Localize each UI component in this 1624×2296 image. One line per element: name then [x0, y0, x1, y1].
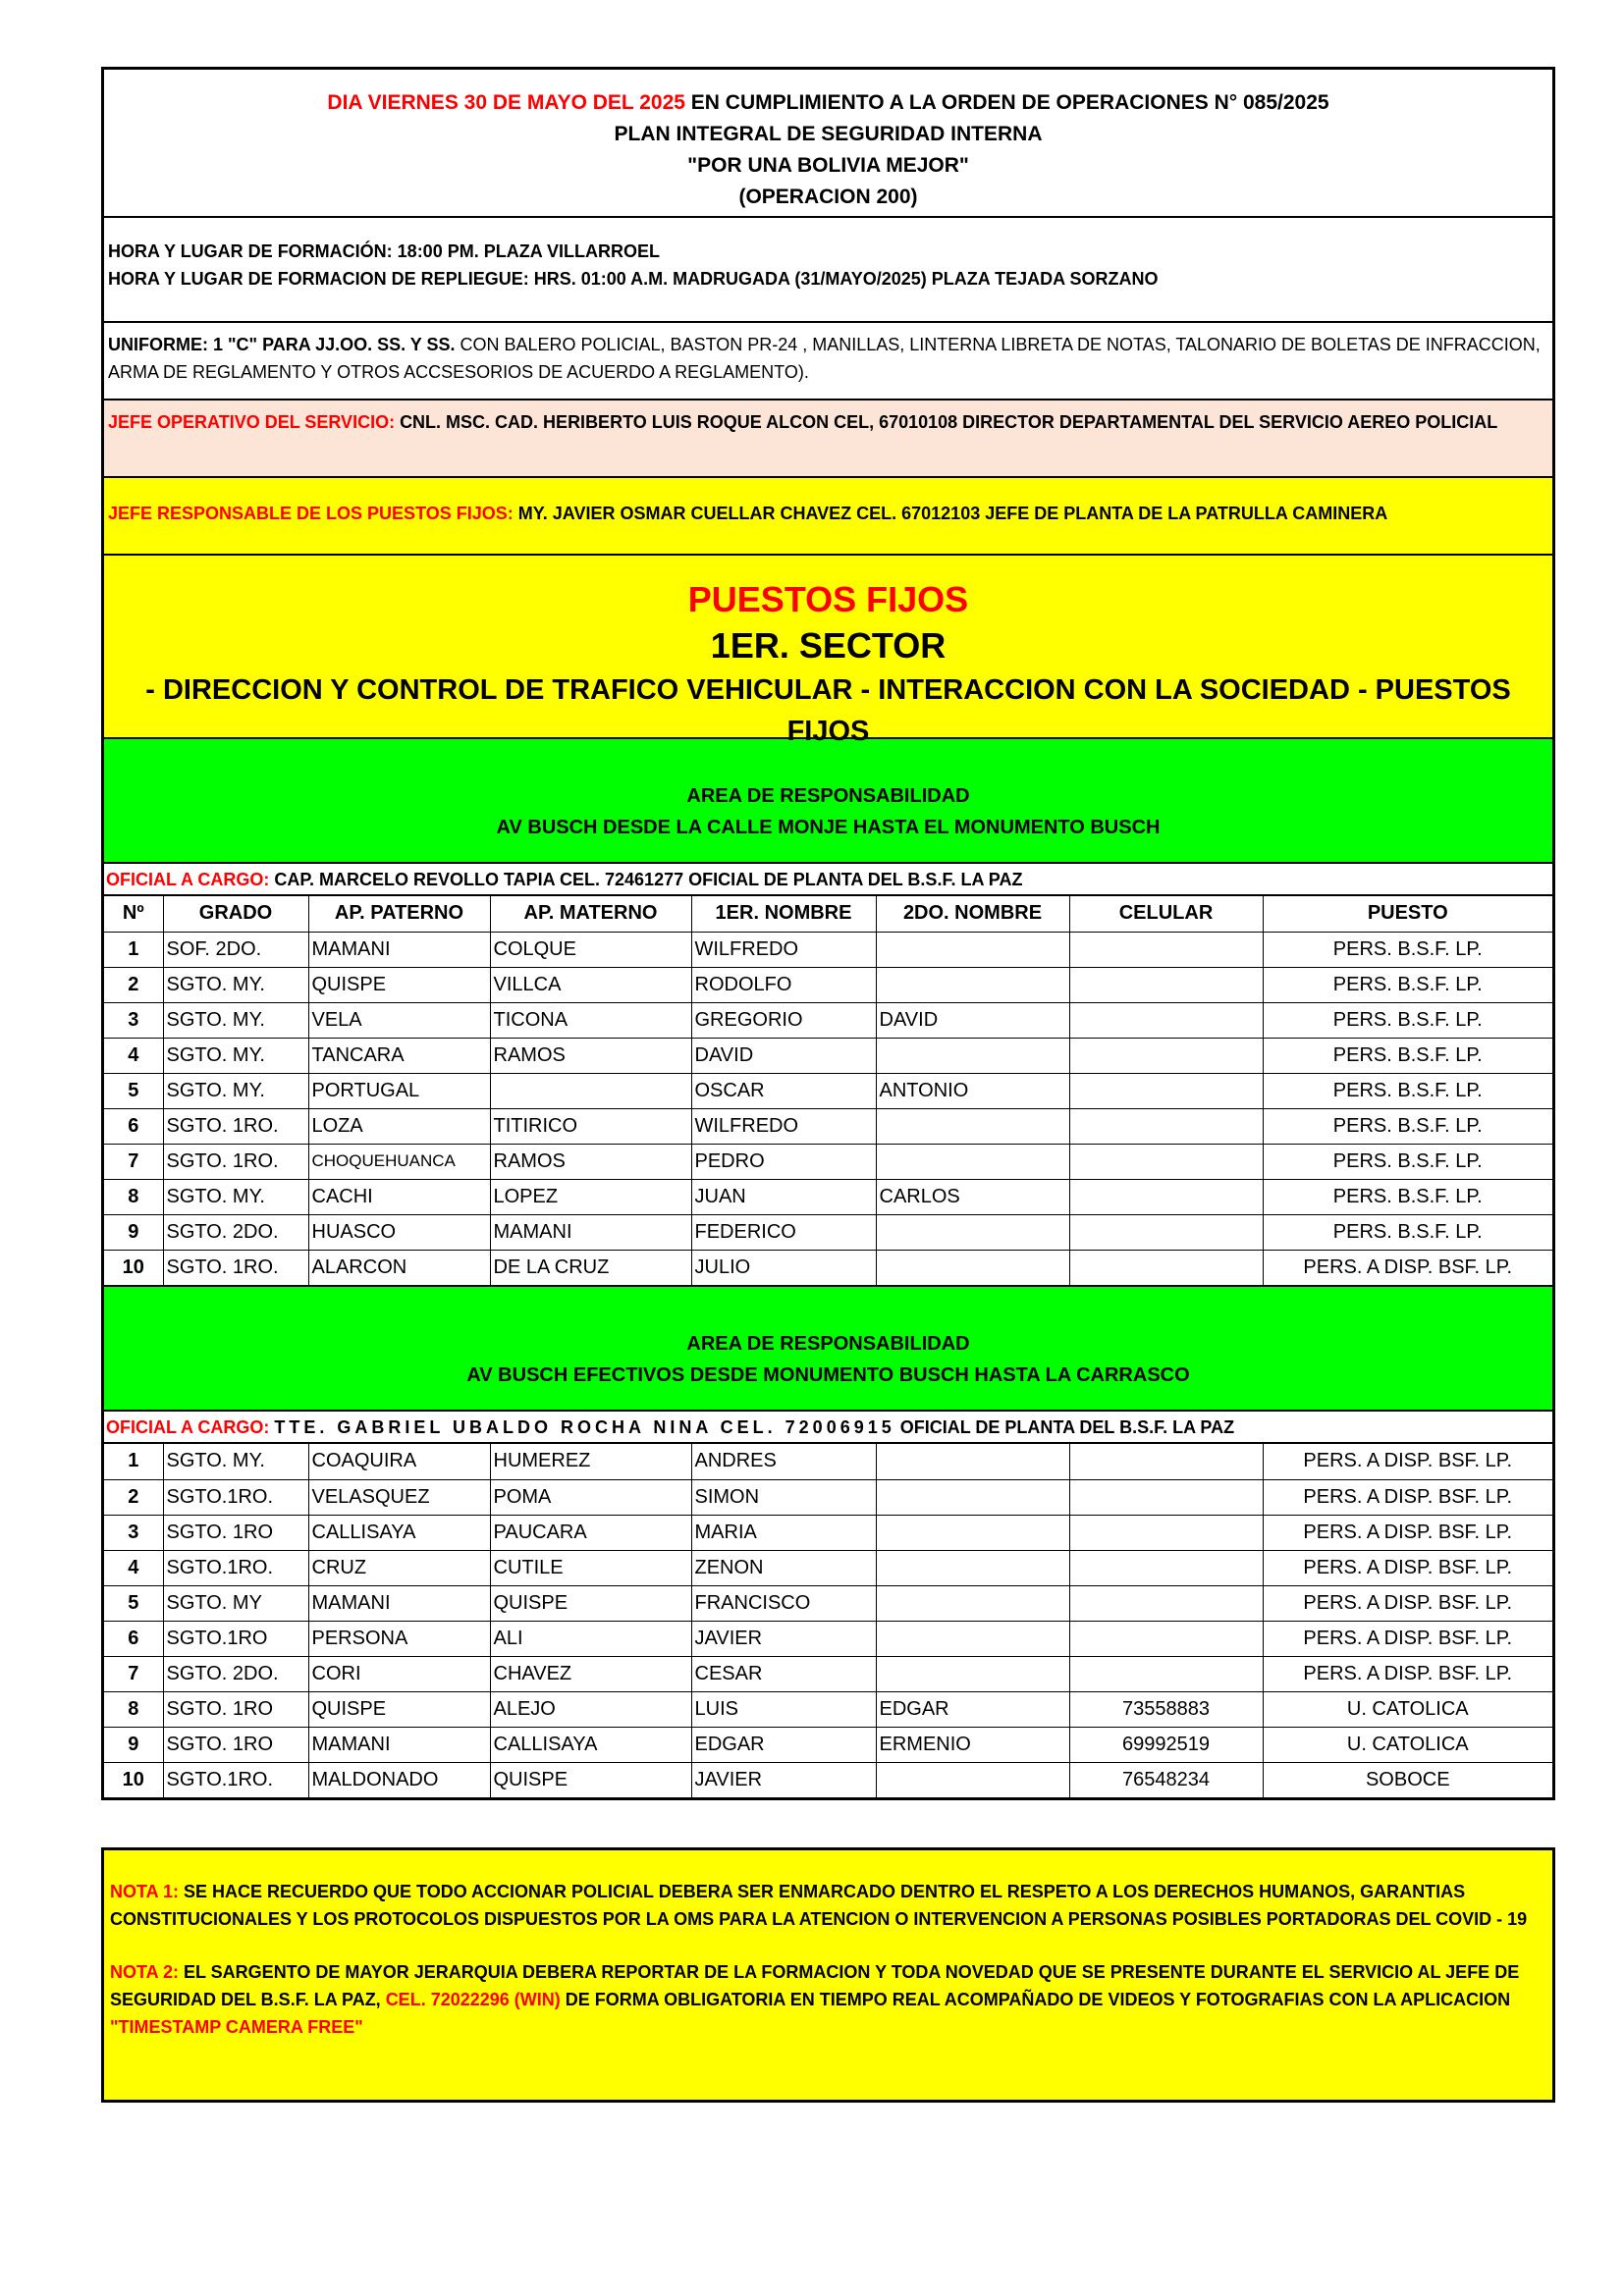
column-header: 1ER. NOMBRE — [691, 896, 876, 932]
table-cell: QUISPE — [308, 1691, 490, 1727]
area-2-desc: AV BUSCH EFECTIVOS DESDE MONUMENTO BUSCH HASTA LA CARRASCO — [466, 1364, 1190, 1386]
table-cell: SGTO. 1RO. — [163, 1250, 308, 1285]
note-1-text: SE HACE RECUERDO QUE TODO ACCIONAR POLICIAL DEBERA SER ENMARCADO DENTRO EL RESPETO A LOS DERECHOS HUMANOS, GARANTIAS CONSTITUCIONALES Y LOS PROTOCOLOS DISPUESTOS POR LA OMS PARA LA ATENCION O INTERVENCION A PERSONAS POSIBLES PORTADORAS DEL COVID - 19 — [110, 1882, 1528, 1929]
table-cell: DAVID — [691, 1038, 876, 1073]
uniform-label: UNIFORME: 1 "C" PARA JJ.OO. SS. Y SS. — [108, 335, 456, 354]
table-cell — [876, 932, 1069, 967]
table-row — [104, 1550, 1552, 1585]
table-cell — [876, 1444, 1069, 1479]
table-cell: 4 — [104, 1038, 163, 1073]
table-row — [104, 1515, 1552, 1550]
area-1-table-wrap — [104, 896, 1552, 1287]
table-cell: PERS. A DISP. BSF. LP. — [1263, 1515, 1552, 1550]
table-cell: SGTO.1RO. — [163, 1762, 308, 1797]
table-cell: SOBOCE — [1263, 1762, 1552, 1797]
table-cell: PERS. B.S.F. LP. — [1263, 1038, 1552, 1073]
table-cell: CUTILE — [490, 1550, 691, 1585]
table-cell: SGTO.1RO — [163, 1621, 308, 1656]
table-cell: CHAVEZ — [490, 1656, 691, 1691]
column-header: AP. MATERNO — [490, 896, 691, 932]
table-cell: FRANCISCO — [691, 1585, 876, 1621]
table-cell — [876, 1108, 1069, 1144]
table-row — [104, 1250, 1552, 1285]
table-cell: 9 — [104, 1214, 163, 1250]
table-cell: PERSONA — [308, 1621, 490, 1656]
table-cell: CHOQUEHUANCA — [308, 1144, 490, 1179]
table-cell: SGTO. 2DO. — [163, 1656, 308, 1691]
table-cell — [876, 967, 1069, 1002]
header-slogan: "POR UNA BOLIVIA MEJOR" — [687, 154, 969, 177]
table-cell — [876, 1144, 1069, 1179]
table-cell: ALEJO — [490, 1691, 691, 1727]
table-cell: 4 — [104, 1550, 163, 1585]
table-cell: 73558883 — [1069, 1691, 1263, 1727]
table-row — [104, 932, 1552, 967]
table-cell: COAQUIRA — [308, 1444, 490, 1479]
table-cell: FEDERICO — [691, 1214, 876, 1250]
table-cell: 7 — [104, 1656, 163, 1691]
table-cell: JAVIER — [691, 1621, 876, 1656]
posts-chief — [104, 478, 1552, 556]
area-2-title: AREA DE RESPONSABILIDAD — [686, 1333, 970, 1355]
table-cell: PERS. A DISP. BSF. LP. — [1263, 1250, 1552, 1285]
table-cell: OSCAR — [691, 1073, 876, 1108]
column-header: Nº — [104, 896, 163, 932]
table-cell: 3 — [104, 1002, 163, 1038]
table-row — [104, 1656, 1552, 1691]
table-cell: QUISPE — [490, 1585, 691, 1621]
table-cell: MAMANI — [490, 1214, 691, 1250]
table-cell: HUMEREZ — [490, 1444, 691, 1479]
table-cell: 7 — [104, 1144, 163, 1179]
table-row — [104, 1144, 1552, 1179]
table-cell: PERS. A DISP. BSF. LP. — [1263, 1479, 1552, 1515]
table-row — [104, 1691, 1552, 1727]
note-2-phone: CEL. 72022296 (WIN) — [385, 1990, 561, 2009]
table-row — [104, 1179, 1552, 1214]
table-cell: WILFREDO — [691, 932, 876, 967]
table-cell: PERS. A DISP. BSF. LP. — [1263, 1621, 1552, 1656]
table-cell: COLQUE — [490, 932, 691, 967]
note-2-text-b: DE FORMA OBLIGATORIA EN TIEMPO REAL ACOMPAÑADO DE VIDEOS Y FOTOGRAFIAS CON LA APLICACION — [560, 1990, 1511, 2009]
table-row — [104, 1002, 1552, 1038]
table-cell — [1069, 967, 1263, 1002]
table-cell: LOZA — [308, 1108, 490, 1144]
table-cell: 9 — [104, 1727, 163, 1762]
note-1 — [110, 1878, 1546, 1933]
table-cell — [876, 1214, 1069, 1250]
table-cell — [1069, 1515, 1263, 1550]
table-cell — [1069, 932, 1263, 967]
column-header: AP. PATERNO — [308, 896, 490, 932]
header-operation: (OPERACION 200) — [738, 186, 918, 208]
table-cell: EDGAR — [876, 1691, 1069, 1727]
table-cell — [876, 1585, 1069, 1621]
table-row — [104, 1108, 1552, 1144]
posts-chief-label: JEFE RESPONSABLE DE LOS PUESTOS FIJOS: — [108, 504, 514, 523]
area-2-officer — [104, 1412, 1552, 1444]
table-cell: 2 — [104, 967, 163, 1002]
area-1-header — [104, 739, 1552, 864]
table-cell: CARLOS — [876, 1179, 1069, 1214]
table-cell: 6 — [104, 1621, 163, 1656]
table-cell — [1069, 1656, 1263, 1691]
table-cell: TITIRICO — [490, 1108, 691, 1144]
table-cell — [876, 1762, 1069, 1797]
table-cell: SGTO. 1RO. — [163, 1108, 308, 1144]
table-cell: VELA — [308, 1002, 490, 1038]
table-cell: 3 — [104, 1515, 163, 1550]
document-header — [104, 70, 1552, 218]
table-cell: ALARCON — [308, 1250, 490, 1285]
table-cell: QUISPE — [308, 967, 490, 1002]
table-cell — [876, 1038, 1069, 1073]
table-cell: 76548234 — [1069, 1762, 1263, 1797]
formation-info — [104, 218, 1552, 323]
table-cell: 8 — [104, 1179, 163, 1214]
column-header: CELULAR — [1069, 896, 1263, 932]
table-cell: RAMOS — [490, 1038, 691, 1073]
table-cell: SGTO.1RO. — [163, 1479, 308, 1515]
table-cell — [1069, 1002, 1263, 1038]
table-cell: ALI — [490, 1621, 691, 1656]
table-cell: RAMOS — [490, 1144, 691, 1179]
table-cell: PERS. B.S.F. LP. — [1263, 1002, 1552, 1038]
document-frame — [101, 67, 1555, 1800]
note-2 — [110, 1958, 1546, 2041]
table-cell: CALLISAYA — [308, 1515, 490, 1550]
table-cell: ZENON — [691, 1550, 876, 1585]
table-cell — [876, 1479, 1069, 1515]
table-cell — [876, 1621, 1069, 1656]
table-cell: ANDRES — [691, 1444, 876, 1479]
table-cell: ANTONIO — [876, 1073, 1069, 1108]
table-cell: U. CATOLICA — [1263, 1727, 1552, 1762]
table-cell: PERS. B.S.F. LP. — [1263, 1108, 1552, 1144]
column-header: 2DO. NOMBRE — [876, 896, 1069, 932]
table-cell — [1069, 1585, 1263, 1621]
table-cell — [876, 1515, 1069, 1550]
table-cell: PERS. B.S.F. LP. — [1263, 1179, 1552, 1214]
table-cell: MARIA — [691, 1515, 876, 1550]
banner-subtitle: - DIRECCION Y CONTROL DE TRAFICO VEHICULAR - INTERACCION CON LA SOCIEDAD - PUESTOS FIJOS — [145, 674, 1511, 747]
table-cell: SGTO. MY — [163, 1585, 308, 1621]
table-cell: MAMANI — [308, 1727, 490, 1762]
table-cell: SGTO. MY. — [163, 1038, 308, 1073]
table-cell: PERS. B.S.F. LP. — [1263, 967, 1552, 1002]
header-order: EN CUMPLIMIENTO A LA ORDEN DE OPERACIONES N° 085/2025 — [684, 91, 1329, 114]
table-cell: SGTO. 1RO — [163, 1691, 308, 1727]
table-cell: 10 — [104, 1250, 163, 1285]
table-cell — [1069, 1144, 1263, 1179]
table-row — [104, 1621, 1552, 1656]
table-cell — [876, 1656, 1069, 1691]
table-cell: JULIO — [691, 1250, 876, 1285]
table-cell: 5 — [104, 1585, 163, 1621]
table-cell — [1069, 1479, 1263, 1515]
table-cell: SGTO. MY. — [163, 1073, 308, 1108]
table-cell: GREGORIO — [691, 1002, 876, 1038]
operational-chief-text: CNL. MSC. CAD. HERIBERTO LUIS ROQUE ALCON CEL, 67010108 DIRECTOR DEPARTAMENTAL DEL SERVICIO AEREO POLICIAL — [400, 412, 1498, 432]
area-1-title: AREA DE RESPONSABILIDAD — [686, 785, 970, 807]
formation-line: HORA Y LUGAR DE FORMACIÓN: 18:00 PM. PLAZA VILLARROEL — [108, 241, 661, 261]
table-cell: MAMANI — [308, 1585, 490, 1621]
note-2-label: NOTA 2: — [110, 1962, 184, 1982]
table-cell: JUAN — [691, 1179, 876, 1214]
table-cell: PERS. B.S.F. LP. — [1263, 1214, 1552, 1250]
area-1-officer — [104, 864, 1552, 896]
table-cell: VILLCA — [490, 967, 691, 1002]
table-cell: VELASQUEZ — [308, 1479, 490, 1515]
table-cell: SOF. 2DO. — [163, 932, 308, 967]
table-cell: DE LA CRUZ — [490, 1250, 691, 1285]
area-1-desc: AV BUSCH DESDE LA CALLE MONJE HASTA EL MONUMENTO BUSCH — [496, 817, 1161, 838]
table-row — [104, 1444, 1552, 1479]
table-cell: PERS. A DISP. BSF. LP. — [1263, 1656, 1552, 1691]
table-cell: SGTO. MY. — [163, 1002, 308, 1038]
table-cell: LUIS — [691, 1691, 876, 1727]
table-cell: 8 — [104, 1691, 163, 1727]
table-cell: RODOLFO — [691, 967, 876, 1002]
note-2-text-a: EL SARGENTO DE MAYOR JERARQUIA DEBERA REPORTAR DE LA FORMACION Y TODA NOVEDAD QUE SE PRESENTE DURANTE EL SERVICIO AL JEFE DE SEGURIDAD DEL B.S.F. LA PAZ, — [110, 1962, 1520, 2009]
table-cell: PERS. A DISP. BSF. LP. — [1263, 1444, 1552, 1479]
table-row — [104, 1073, 1552, 1108]
table-cell: 5 — [104, 1073, 163, 1108]
posts-chief-text: MY. JAVIER OSMAR CUELLAR CHAVEZ CEL. 67012103 JEFE DE PLANTA DE LA PATRULLA CAMINERA — [513, 504, 1388, 523]
table-row — [104, 1479, 1552, 1515]
table-cell — [490, 1073, 691, 1108]
table-cell — [876, 1250, 1069, 1285]
area-2-table — [104, 1444, 1552, 1797]
note-1-label: NOTA 1: — [110, 1882, 184, 1901]
table-cell — [1069, 1550, 1263, 1585]
table-cell: LOPEZ — [490, 1179, 691, 1214]
note-2-app: "TIMESTAMP CAMERA FREE" — [110, 2017, 363, 2037]
table-header-row — [104, 896, 1552, 932]
table-cell — [1069, 1179, 1263, 1214]
table-cell: CACHI — [308, 1179, 490, 1214]
table-cell: QUISPE — [490, 1762, 691, 1797]
table-cell: 1 — [104, 932, 163, 967]
table-cell: SGTO. 1RO — [163, 1515, 308, 1550]
column-header: PUESTO — [1263, 896, 1552, 932]
table-cell: PEDRO — [691, 1144, 876, 1179]
table-cell: SGTO. 1RO — [163, 1727, 308, 1762]
table-row — [104, 1038, 1552, 1073]
retreat-line: HORA Y LUGAR DE FORMACION DE REPLIEGUE: HRS. 01:00 A.M. MADRUGADA (31/MAYO/2025) PLAZA TEJADA SORZANO — [108, 269, 1159, 289]
table-cell — [876, 1550, 1069, 1585]
area-2-officer-text: OFICIAL DE PLANTA DEL B.S.F. LA PAZ — [894, 1417, 1235, 1437]
table-cell: EDGAR — [691, 1727, 876, 1762]
table-cell: 2 — [104, 1479, 163, 1515]
table-cell: PERS. B.S.F. LP. — [1263, 932, 1552, 967]
table-cell: PERS. A DISP. BSF. LP. — [1263, 1550, 1552, 1585]
table-cell: TICONA — [490, 1002, 691, 1038]
sector-banner — [104, 556, 1552, 747]
area-1-officer-label: OFICIAL A CARGO: — [106, 870, 275, 889]
area-1-officer-text: CAP. MARCELO REVOLLO TAPIA CEL. 72461277 OFICIAL DE PLANTA DEL B.S.F. LA PAZ — [274, 870, 1023, 889]
table-cell: 1 — [104, 1444, 163, 1479]
area-2-header — [104, 1287, 1552, 1412]
table-cell: SGTO. MY. — [163, 967, 308, 1002]
table-row — [104, 967, 1552, 1002]
banner-sector: 1ER. SECTOR — [710, 625, 947, 666]
table-cell: CRUZ — [308, 1550, 490, 1585]
table-cell: 6 — [104, 1108, 163, 1144]
table-row — [104, 1762, 1552, 1797]
operational-chief — [104, 400, 1552, 478]
table-cell: POMA — [490, 1479, 691, 1515]
table-cell: MAMANI — [308, 932, 490, 967]
table-cell: SGTO. 2DO. — [163, 1214, 308, 1250]
table-row — [104, 1585, 1552, 1621]
table-cell — [1069, 1073, 1263, 1108]
operational-chief-label: JEFE OPERATIVO DEL SERVICIO: — [108, 412, 401, 432]
table-cell: JAVIER — [691, 1762, 876, 1797]
table-cell: U. CATOLICA — [1263, 1691, 1552, 1727]
table-cell: CESAR — [691, 1656, 876, 1691]
uniform-text: CON BALERO POLICIAL, BASTON PR-24 , MANILLAS, LINTERNA LIBRETA DE NOTAS, TALONARIO DE BOLETAS DE INFRACCION, ARMA DE REGLAMENTO Y OTROS ACCSESORIOS DE ACUERDO A REGLAMENTO). — [108, 335, 1541, 382]
table-cell: CORI — [308, 1656, 490, 1691]
table-cell — [1069, 1621, 1263, 1656]
area-2-table-wrap — [104, 1444, 1552, 1797]
table-cell: ERMENIO — [876, 1727, 1069, 1762]
column-header: GRADO — [163, 896, 308, 932]
table-cell: PERS. B.S.F. LP. — [1263, 1144, 1552, 1179]
table-row — [104, 1214, 1552, 1250]
header-date: DIA VIERNES 30 DE MAYO DEL 2025 — [327, 91, 685, 114]
table-cell: MALDONADO — [308, 1762, 490, 1797]
table-cell: DAVID — [876, 1002, 1069, 1038]
table-cell: SIMON — [691, 1479, 876, 1515]
table-cell — [1069, 1214, 1263, 1250]
table-cell: 69992519 — [1069, 1727, 1263, 1762]
table-cell: SGTO. 1RO. — [163, 1144, 308, 1179]
table-cell — [1069, 1250, 1263, 1285]
banner-title: PUESTOS FIJOS — [687, 579, 969, 619]
table-cell — [1069, 1108, 1263, 1144]
table-cell: PORTUGAL — [308, 1073, 490, 1108]
table-cell: PERS. A DISP. BSF. LP. — [1263, 1585, 1552, 1621]
table-cell: TANCARA — [308, 1038, 490, 1073]
area-2-officer-name: TTE. GABRIEL UBALDO ROCHA NINA CEL. 72006915 — [274, 1417, 895, 1437]
table-cell: HUASCO — [308, 1214, 490, 1250]
area-2-officer-label: OFICIAL A CARGO: — [106, 1417, 275, 1437]
table-cell: CALLISAYA — [490, 1727, 691, 1762]
table-cell — [1069, 1444, 1263, 1479]
table-cell: WILFREDO — [691, 1108, 876, 1144]
table-cell: SGTO. MY. — [163, 1179, 308, 1214]
notes-box — [101, 1847, 1555, 2103]
header-plan: PLAN INTEGRAL DE SEGURIDAD INTERNA — [614, 123, 1043, 145]
table-cell: SGTO.1RO. — [163, 1550, 308, 1585]
table-cell: SGTO. MY. — [163, 1444, 308, 1479]
table-cell: PERS. B.S.F. LP. — [1263, 1073, 1552, 1108]
table-cell — [1069, 1038, 1263, 1073]
table-cell: PAUCARA — [490, 1515, 691, 1550]
area-1-table — [104, 896, 1552, 1285]
table-row — [104, 1727, 1552, 1762]
table-cell: 10 — [104, 1762, 163, 1797]
uniform-info — [104, 323, 1552, 400]
